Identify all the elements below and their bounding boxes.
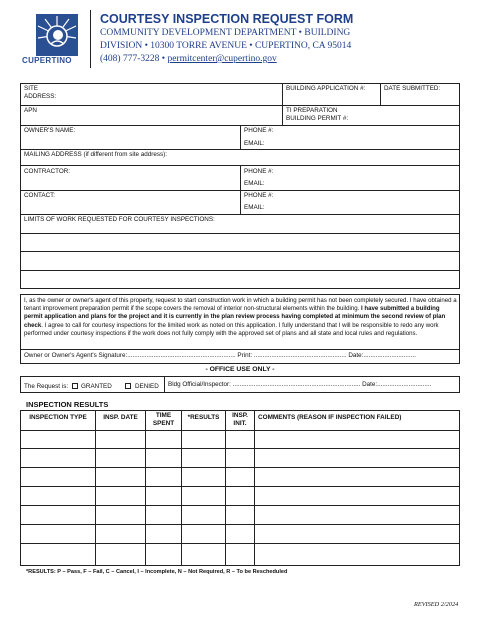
row-divider (20, 270, 460, 271)
contact-phone-label: PHONE #: (244, 192, 274, 199)
col-divider (240, 165, 241, 214)
cupertino-logo-mark (36, 14, 78, 56)
table-col-divider (254, 410, 255, 566)
logo-label: CUPERTINO (22, 56, 72, 65)
signature-line: Owner or Owner's Agent's Signature:.............................................................. Print: ..................................................... Date:.............................. (24, 352, 416, 359)
col-inspection-type: INSPECTION TYPE (29, 414, 87, 421)
results-legend: *RESULTS: P – Pass, F – Fail, C – Cancel, I – Incomplete, N – Not Required, R – To be Rescheduled (26, 569, 288, 575)
col-divider (380, 83, 381, 105)
official-signature-line: Bldg Official/Inspector: ......................................................................... Date:............................... (168, 381, 432, 388)
contact-email-label: EMAIL: (244, 204, 265, 211)
owners-name-label: OWNER'S NAME: (24, 127, 76, 134)
row-divider (20, 349, 460, 350)
row-divider (20, 105, 460, 106)
site-address-label-2: ADDRESS: (24, 93, 57, 100)
contact-label: CONTACT: (24, 192, 56, 199)
statement-text-2: . I agree to call for courtesy inspections for the limited work as noted on this application. I fully understand that I will be responsible to redo any work performed under courtesy inspections if the work does not fully comply with the approved set of plans and all state and local rules and regulations. (24, 321, 439, 337)
denied-label: DENIED (135, 383, 159, 390)
site-address-label-1: SITE (24, 85, 38, 92)
owner-phone-label: PHONE #: (244, 127, 274, 134)
table-row (20, 505, 460, 506)
row-divider (20, 214, 460, 215)
ti-prep-label-1: TI PREPARATION (286, 107, 338, 114)
phone-number: (408) 777-3228 • (100, 54, 166, 64)
contact-line (100, 54, 277, 64)
dept-line-1: COMMUNITY DEVELOPMENT DEPARTMENT • BUILDING (100, 28, 351, 38)
email-link[interactable]: permitcenter@cupertino.gov (167, 54, 277, 64)
col-divider (240, 125, 241, 149)
date-submitted-label: DATE SUBMITTED: (384, 85, 441, 92)
col-comments: COMMENTS (REASON IF INSPECTION FAILED) (258, 414, 402, 421)
table-col-divider (145, 410, 146, 566)
statement-text-1: I, as the owner or owner's agent of this property, request to start construction work in which a building permit has not been completely secured. I have obtained a tenant improvement preparation permit if the scope covers the removal of interior non-structural elements within the building. (24, 297, 457, 313)
table-col-divider (225, 410, 226, 566)
contractor-phone-label: PHONE #: (244, 168, 274, 175)
statement-text-bold: I have submitted a building permit application and plans for the project and it is currently in the plan review process having completed at minimum the second review of plan check (24, 305, 446, 329)
contractor-email-label: EMAIL: (244, 180, 265, 187)
table-row (20, 467, 460, 468)
row-divider (20, 251, 460, 252)
denied-checkbox[interactable] (125, 383, 131, 389)
row-divider (20, 149, 460, 150)
building-application-label: BUILDING APPLICATION #: (286, 85, 366, 92)
table-row (20, 486, 460, 487)
inspection-results-title: INSPECTION RESULTS (26, 400, 109, 409)
col-time-spent: TIME SPENT (152, 412, 175, 427)
row-divider (20, 233, 460, 234)
granted-label: GRANTED (81, 383, 112, 390)
revision-date: REVISED 2/2024 (414, 601, 459, 608)
apn-label: APN (24, 107, 37, 114)
owner-statement (24, 297, 458, 338)
request-is-label: The Request is: (24, 383, 69, 390)
mailing-address-label: MAILING ADDRESS (if different from site address): (24, 151, 168, 158)
office-use-heading: - OFFICE USE ONLY - (205, 366, 275, 373)
granted-checkbox[interactable] (72, 383, 78, 389)
ti-prep-label-2: BUILDING PERMIT #: (286, 115, 349, 122)
col-results: *RESULTS (187, 414, 220, 421)
col-insp-init: INSP. INIT. (232, 412, 248, 427)
form-title: COURTESY INSPECTION REQUEST FORM (100, 12, 354, 26)
table-row (20, 543, 460, 544)
owner-email-label: EMAIL: (244, 140, 265, 147)
dept-line-2: DIVISION • 10300 TORRE AVENUE • CUPERTINO, CA 95014 (100, 41, 352, 51)
limits-of-work-label: LIMITS OF WORK REQUESTED FOR COURTESY INSPECTIONS: (24, 216, 215, 223)
table-row (20, 524, 460, 525)
col-insp-date: INSP. DATE (103, 414, 138, 421)
table-col-divider (95, 410, 96, 566)
header-divider (90, 10, 91, 68)
table-row (20, 448, 460, 449)
table-col-divider (181, 410, 182, 566)
col-divider (164, 376, 165, 393)
col-divider (282, 83, 283, 125)
contractor-label: CONTRACTOR: (24, 168, 71, 175)
table-header-divider (20, 430, 460, 431)
